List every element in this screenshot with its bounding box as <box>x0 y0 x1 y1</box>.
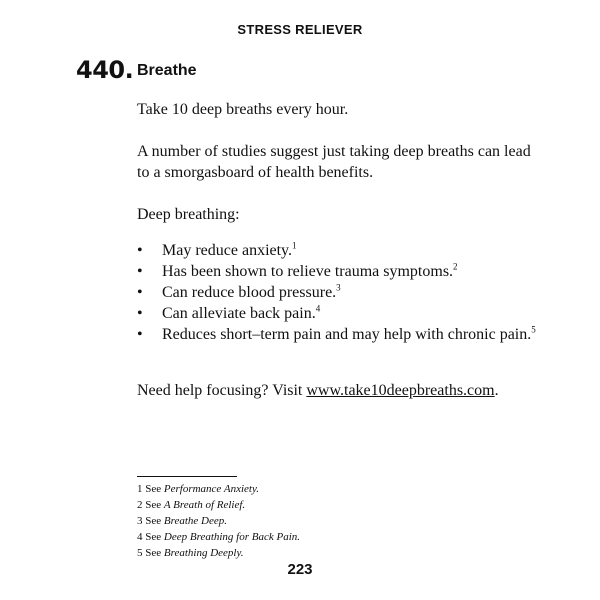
list-item-text: Reduces short–term pain and may help with chronic pain. <box>162 326 532 343</box>
footnote-ref: 4 <box>315 303 321 314</box>
entry-number: 440. <box>76 56 134 84</box>
list-item <box>137 240 537 261</box>
list-item <box>137 282 537 303</box>
footnote <box>137 529 300 545</box>
footnote-number: 1 <box>137 483 143 495</box>
footnote-number: 2 <box>137 499 143 511</box>
list-item-text: Can reduce blood pressure. <box>162 284 337 301</box>
list-item <box>137 261 537 282</box>
page-number: 223 <box>287 561 313 578</box>
running-header: STRESS RELIEVER <box>237 22 363 37</box>
bullet-icon: • <box>137 305 143 322</box>
list-item <box>137 324 537 345</box>
bullet-icon: • <box>137 326 143 343</box>
closing-suffix: . <box>494 382 499 399</box>
footnote <box>137 513 300 529</box>
list-item-text: Can alleviate back pain. <box>162 305 316 322</box>
closing-prefix: Need help focusing? Visit <box>137 382 307 399</box>
footnote-see: See <box>145 483 162 495</box>
footnote <box>137 545 300 561</box>
footnote-source: Breathe Deep. <box>163 515 228 527</box>
bullet-icon: • <box>137 263 143 280</box>
footnote-source: A Breath of Relief. <box>163 499 246 511</box>
footnote-ref: 1 <box>292 240 297 251</box>
footnote-divider <box>137 476 237 477</box>
bullet-icon: • <box>137 242 143 259</box>
list-item-text: Has been shown to relieve trauma symptoms. <box>162 263 454 280</box>
benefits-list <box>137 240 537 345</box>
studies-paragraph: A number of studies suggest just taking deep breaths can lead to a smorgasboard of health benefits. <box>137 143 531 181</box>
footnote-ref: 5 <box>531 324 536 335</box>
entry-title: Breathe <box>137 62 197 79</box>
footnote-see: See <box>145 547 162 559</box>
footnote-see: See <box>145 499 162 511</box>
intro-paragraph: Take 10 deep breaths every hour. <box>137 101 349 118</box>
footnote-see: See <box>145 515 162 527</box>
closing-paragraph <box>137 380 532 401</box>
footnote-number: 3 <box>137 515 143 527</box>
footnote-ref: 2 <box>453 261 458 272</box>
list-intro-paragraph: Deep breathing: <box>137 206 240 223</box>
footnote-number: 4 <box>137 531 143 543</box>
footnote-ref: 3 <box>336 282 341 293</box>
footnote-see: See <box>145 531 162 543</box>
footnotes <box>137 481 300 561</box>
footnote-source: Deep Breathing for Back Pain. <box>163 531 301 543</box>
bullet-icon: • <box>137 284 143 301</box>
website-link[interactable]: www.take10deepbreaths.com <box>306 382 495 399</box>
list-item-text: May reduce anxiety. <box>162 242 293 259</box>
footnote-source: Performance Anxiety. <box>163 483 259 495</box>
footnote <box>137 481 300 497</box>
footnote <box>137 497 300 513</box>
footnote-number: 5 <box>137 547 143 559</box>
list-item <box>137 303 537 324</box>
footnote-source: Breathing Deeply. <box>163 547 244 559</box>
